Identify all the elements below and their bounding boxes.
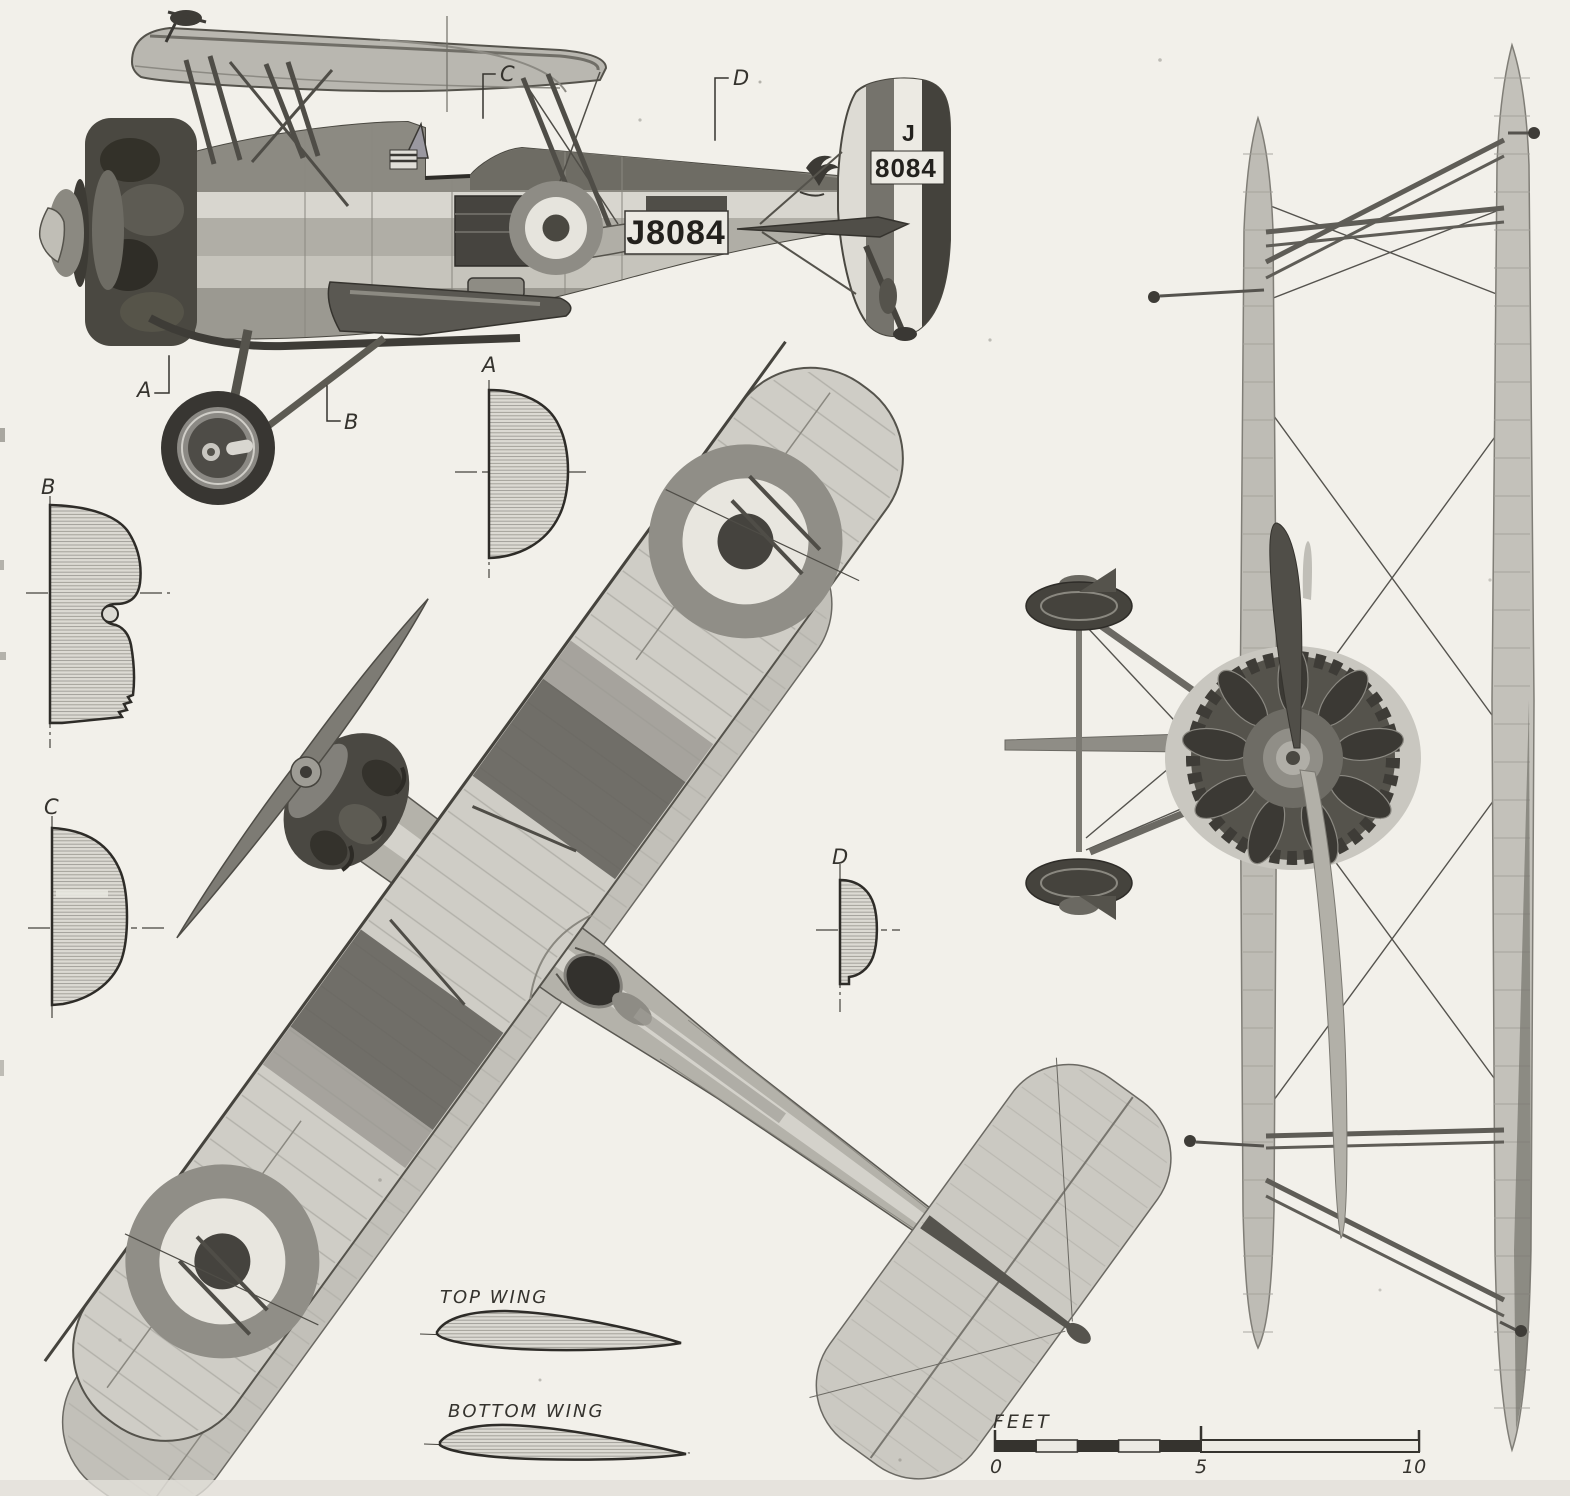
scale-tick-5: 5 [1195,1456,1208,1478]
rudder-stripes [866,70,952,350]
callout-c: C [500,62,515,86]
fuselage-serial: J8084 [626,214,726,252]
scale-tick-0: 0 [990,1456,1003,1478]
side-top-wing [132,28,606,92]
section-b-label: B [41,475,56,499]
callout-b: B [344,410,359,434]
section-a-label: A [482,353,497,377]
scale-bar [990,1411,1426,1478]
cross-section-a [455,353,586,578]
front-propeller [1270,523,1347,1238]
cross-section-c [28,795,168,1018]
scale-unit: FEET [993,1411,1052,1433]
cross-section-d [816,845,900,1012]
section-d-label: D [832,845,849,869]
airfoil-top-label: TOP WING [440,1287,549,1308]
headrest-badge [390,150,417,169]
fin-serial-top: J [902,120,915,146]
section-c-label: C [44,795,59,819]
serial-band [646,196,727,211]
cross-section-b [26,475,170,748]
propeller-spinner [40,179,89,287]
airfoil-bottom-label: BOTTOM WING [448,1401,605,1422]
fuselage-roundel [509,181,603,275]
callout-d: D [733,66,750,90]
front-upper-wing [1492,45,1534,1450]
fin-serial-bottom: 8084 [875,153,937,183]
airfoil-top-wing [420,1287,681,1350]
scale-tick-10: 10 [1402,1456,1427,1478]
cockpit-rim [425,176,470,178]
callout-a: A [137,378,152,402]
airfoil-bottom-wing [424,1401,690,1460]
